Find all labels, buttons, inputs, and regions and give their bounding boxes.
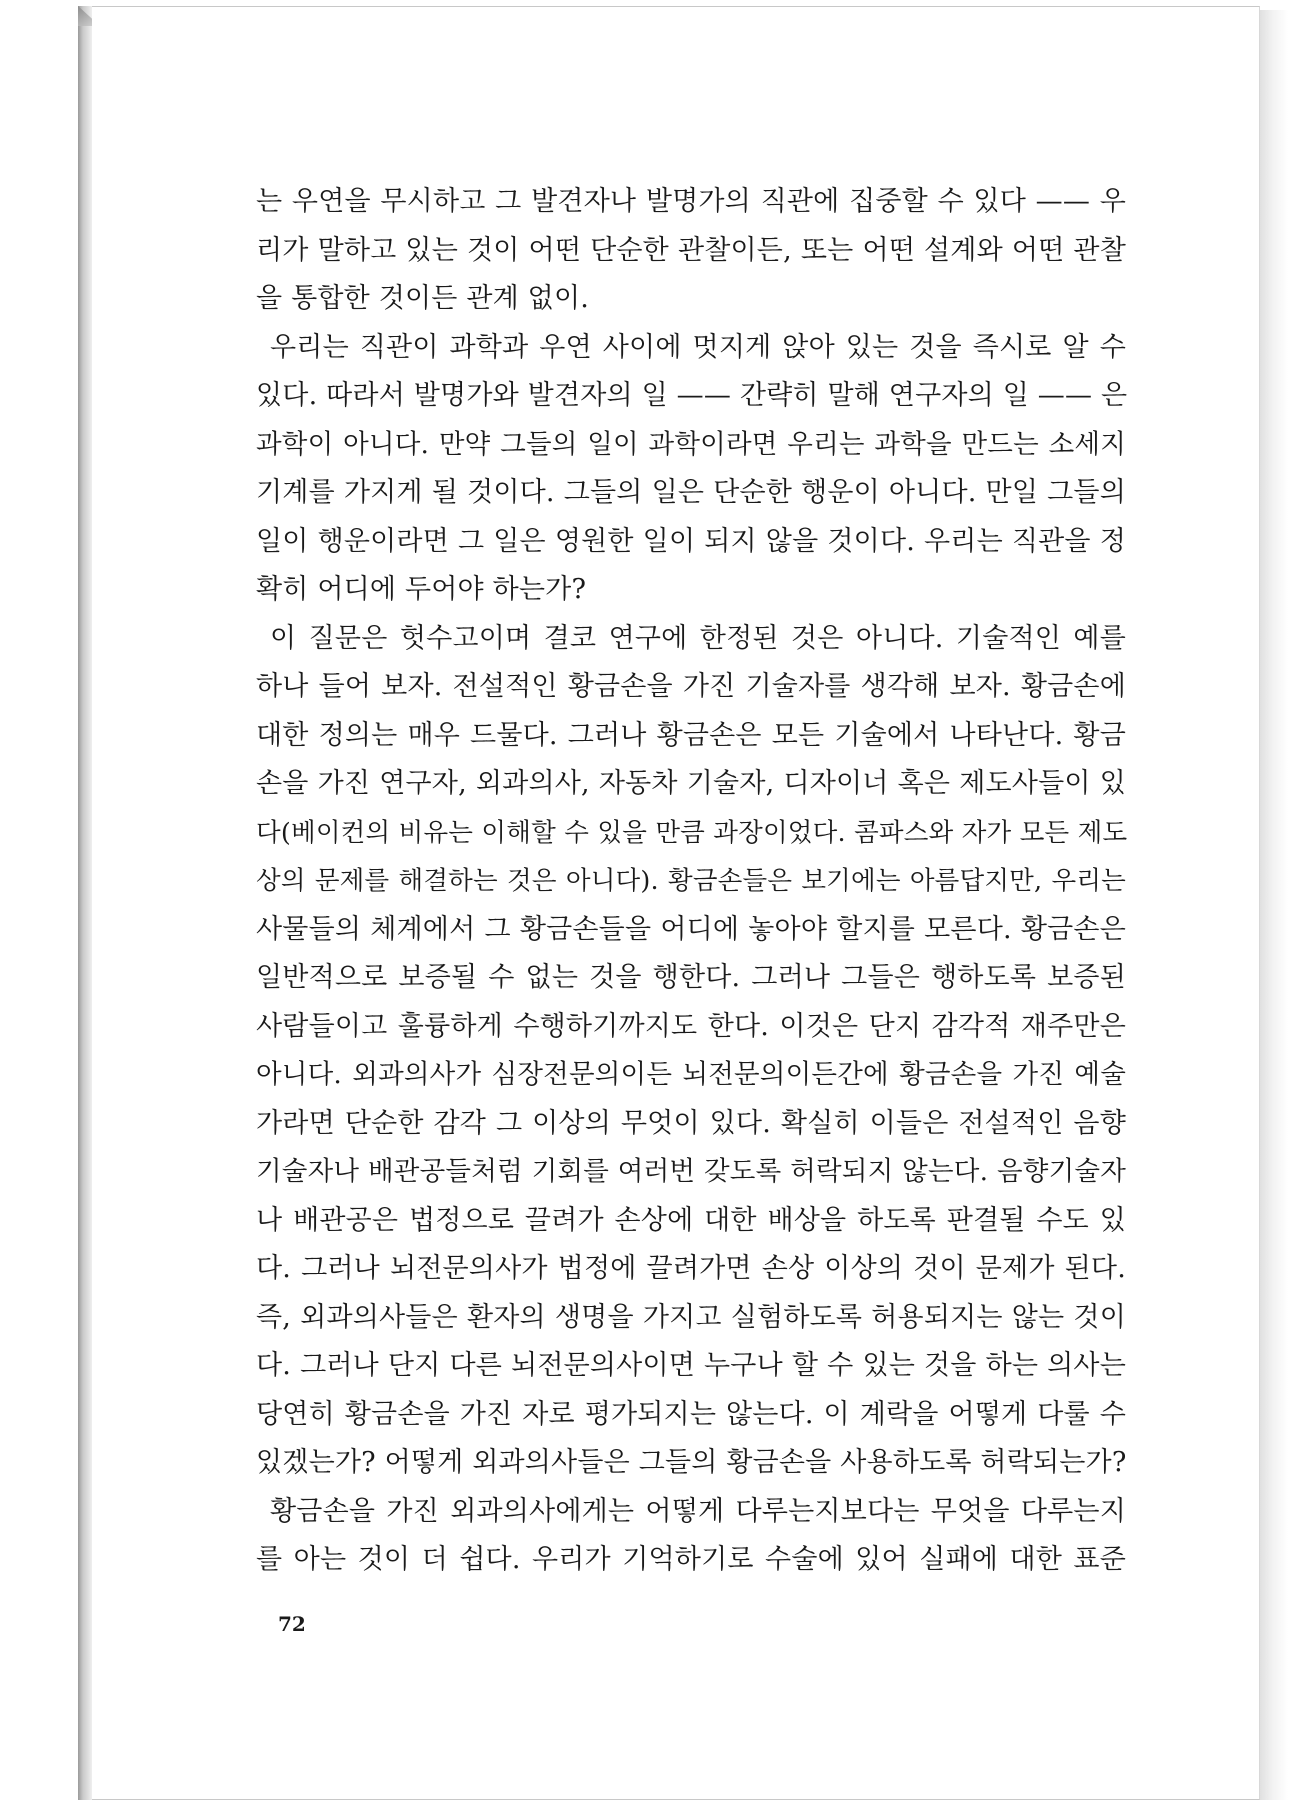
- text-line: 기계를 가지게 될 것이다. 그들의 일은 단순한 행운이 아니다. 만일 그들의: [256, 477, 1126, 508]
- text-line: 황금손을 가진 외과의사에게는 어떻게 다루는지보다는 무엇을 다루는지: [270, 1495, 1126, 1527]
- text-line: 다(베이컨의 비유는 이해할 수 있을 만큼 과장이었다. 콤파스와 자가 모든 제도: [256, 817, 1128, 848]
- page-shadow: [1260, 10, 1288, 1800]
- text-line: 다. 그러나 뇌전문의사가 법정에 끌려가면 손상 이상의 것이 문제가 된다.: [256, 1253, 1126, 1284]
- text-line: 이 질문은 헛수고이며 결코 연구에 한정된 것은 아니다. 기술적인 예를: [270, 622, 1126, 654]
- text-line: 당연히 황금손을 가진 자로 평가되지는 않는다. 이 계락을 어떻게 다룰 수: [256, 1398, 1126, 1430]
- text-line: 있다. 따라서 발명가와 발견자의 일 —— 간략히 말해 연구자의 일 —— 은: [256, 380, 1128, 411]
- text-line: 다. 그러나 단지 다른 뇌전문의사이면 누구나 할 수 있는 것을 하는 의사는: [256, 1350, 1126, 1381]
- text-line: 사람들이고 훌륭하게 수행하기까지도 한다. 이것은 단지 감각적 재주만은: [256, 1010, 1126, 1042]
- text-line: 나 배관공은 법정으로 끌려가 손상에 대한 배상을 하도록 판결될 수도 있: [256, 1204, 1126, 1236]
- text-line: 있겠는가? 어떻게 외과의사들은 그들의 황금손을 사용하도록 허락되는가?: [256, 1447, 1127, 1478]
- text-line: 즉, 외과의사들은 환자의 생명을 가지고 실험하도록 허용되지는 않는 것이: [256, 1301, 1126, 1333]
- page-body-text: [256, 178, 1126, 1585]
- text-line: 리가 말하고 있는 것이 어떤 단순한 관찰이든, 또는 어떤 설계와 어떤 관찰: [256, 234, 1126, 266]
- text-line: 대한 정의는 매우 드물다. 그러나 황금손은 모든 기술에서 나타난다. 황금: [256, 719, 1126, 751]
- text-line: 는 우연을 무시하고 그 발견자나 발명가의 직관에 집중할 수 있다 —— 우: [256, 186, 1126, 217]
- text-line: 일이 행운이라면 그 일은 영원한 일이 되지 않을 것이다. 우리는 직관을 정: [256, 525, 1126, 557]
- text-line: 기술자나 배관공들처럼 기회를 여러번 갖도록 허락되지 않는다. 음향기술자: [256, 1156, 1126, 1187]
- text-line: 과학이 아니다. 만약 그들의 일이 과학이라면 우리는 과학을 만드는 소세지: [256, 428, 1126, 460]
- text-line: 사물들의 체계에서 그 황금손들을 어디에 놓아야 할지를 모른다. 황금손은: [256, 913, 1126, 945]
- text-line: 을 통합한 것이든 관계 없이.: [256, 283, 590, 314]
- text-line: 아니다. 외과의사가 심장전문의이든 뇌전문의이든간에 황금손을 가진 예술: [256, 1059, 1126, 1090]
- page-number: 72: [278, 1612, 306, 1636]
- text-line: 일반적으로 보증될 수 없는 것을 행한다. 그러나 그들은 행하도록 보증된: [256, 962, 1126, 993]
- text-line: 를 아는 것이 더 쉽다. 우리가 기억하기로 수술에 있어 실패에 대한 표준: [256, 1544, 1126, 1575]
- text-line: 상의 문제를 해결하는 것은 아니다). 황금손들은 보기에는 아름답지만, 우리는: [256, 866, 1126, 896]
- text-line: 가라면 단순한 감각 그 이상의 무엇이 있다. 확실히 이들은 전설적인 음향: [256, 1107, 1126, 1139]
- text-line: 하나 들어 보자. 전설적인 황금손을 가진 기술자를 생각해 보자. 황금손에: [256, 671, 1126, 702]
- text-line: 우리는 직관이 과학과 우연 사이에 멋지게 앉아 있는 것을 즉시로 알 수: [270, 331, 1126, 363]
- text-line: 손을 가진 연구자, 외과의사, 자동차 기술자, 디자이너 혹은 제도사들이 있: [256, 768, 1126, 799]
- book-edge: [78, 6, 92, 1800]
- text-line: 확히 어디에 두어야 하는가?: [256, 574, 587, 605]
